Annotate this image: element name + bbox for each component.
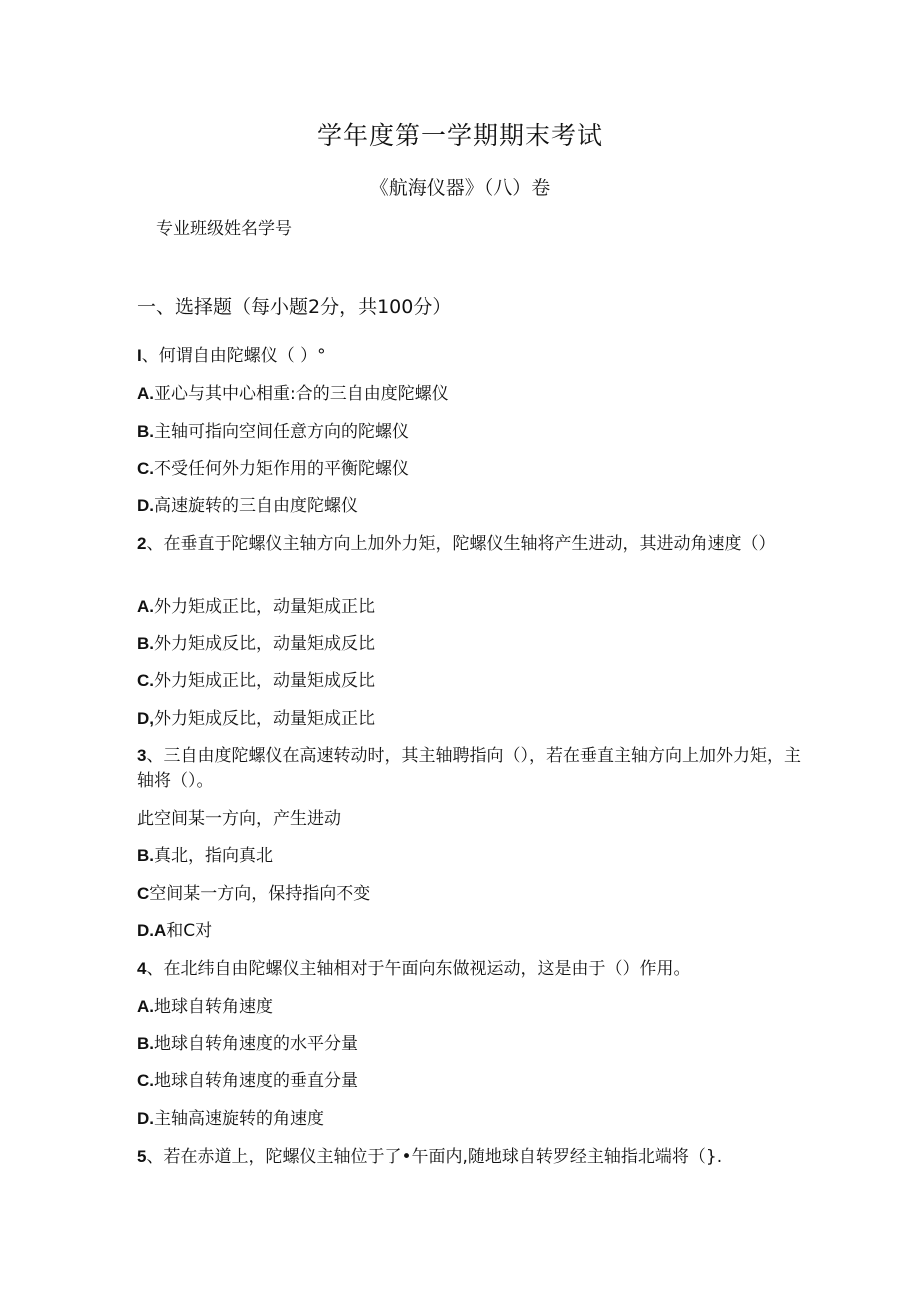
option-text: 此空间某一方向，产生进动: [137, 809, 341, 829]
option-letter: C: [137, 884, 150, 903]
exam-title: 学年度第一学期期末考试: [316, 121, 603, 150]
option-text: 亚心与其中心相重:合的三自由度陀螺仪: [154, 384, 449, 404]
option-letter: D.: [137, 496, 154, 515]
option-item: [137, 994, 807, 1020]
option-item: [137, 381, 807, 407]
option-text: 地球自转角速度: [154, 997, 273, 1017]
option-item: [137, 881, 807, 907]
option-text: 外力矩成反比，动量矩成正比: [154, 709, 375, 729]
option-item: [137, 419, 807, 445]
option-letter: B.: [137, 634, 154, 653]
question-text: 、何谓自由陀螺仪（ ）°: [141, 346, 326, 366]
option-text: 和C对: [166, 921, 213, 941]
option-text: 空间某一方向，保持指向不变: [149, 884, 371, 904]
option-text: 主轴可指向空间任意方向的陀螺仪: [154, 422, 409, 442]
question-number: 5: [137, 1147, 147, 1166]
option-item: [137, 1031, 807, 1057]
option-item: [137, 806, 807, 832]
question-stem: [137, 343, 807, 369]
question-text: 、在垂直于陀螺仪主轴方向上加外力矩，陀螺仪生轴将产生进动，其进动角速度（）: [146, 534, 776, 554]
question-stem: [137, 743, 807, 794]
option-item: [137, 1106, 807, 1132]
option-letter: C.: [137, 459, 154, 478]
question-number: I: [137, 346, 142, 365]
option-text: 真北，指向真北: [154, 846, 273, 866]
option-letter: A.: [137, 384, 154, 403]
option-text: 地球自转角速度的垂直分量: [154, 1071, 358, 1091]
option-text: 主轴高速旋转的角速度: [154, 1109, 324, 1129]
option-letter: D.A: [137, 921, 167, 940]
question-stem: [137, 1144, 807, 1170]
question-number: 2: [137, 534, 147, 553]
option-item: [137, 493, 807, 519]
option-text: 外力矩成正比，动量矩成正比: [154, 597, 375, 617]
exam-subtitle: 《航海仪器》（八）卷: [369, 177, 551, 199]
option-text: 高速旋转的三自由度陀螺仪: [154, 496, 358, 516]
option-text: 外力矩成正比，动量矩成反比: [154, 671, 375, 691]
option-item: [137, 594, 807, 620]
question-text: 、若在赤道上，陀螺仪主轴位于了•午面内,随地球自转罗经主轴指北端将（}.: [146, 1147, 723, 1167]
question-text: 、三自由度陀螺仪在高速转动时，其主轴聘指向（），若在垂直主轴方向上加外力矩，主轴将（）。: [137, 746, 801, 791]
option-letter: D.: [137, 1109, 154, 1128]
question-stem: [137, 956, 807, 982]
question-number: 3: [137, 746, 147, 765]
option-text: 不受任何外力矩作用的平衡陀螺仪: [154, 459, 409, 479]
option-item: [137, 631, 807, 657]
option-letter: D,: [137, 709, 154, 728]
option-item: [137, 668, 807, 694]
question-stem: [137, 531, 807, 557]
option-item: [137, 918, 807, 944]
option-letter: C.: [137, 1071, 154, 1090]
option-text: 外力矩成反比，动量矩成反比: [154, 634, 375, 654]
section-heading: 一、选择题（每小题2分，共100分）: [137, 296, 452, 318]
student-info-line: 专业班级姓名学号: [156, 219, 292, 239]
option-letter: B.: [137, 846, 154, 865]
option-item: [137, 706, 807, 732]
option-item: [137, 843, 807, 869]
question-text: 、在北纬自由陀螺仪主轴相对于午面向东做视运动，这是由于（）作用。: [146, 959, 691, 979]
option-letter: C.: [137, 671, 154, 690]
option-item: [137, 1068, 807, 1094]
option-letter: A.: [137, 597, 154, 616]
question-number: 4: [137, 959, 147, 978]
option-item: [137, 456, 807, 482]
option-letter: B.: [137, 422, 154, 441]
option-text: 地球自转角速度的水平分量: [154, 1034, 358, 1054]
option-letter: A.: [137, 997, 154, 1016]
option-letter: B.: [137, 1034, 154, 1053]
